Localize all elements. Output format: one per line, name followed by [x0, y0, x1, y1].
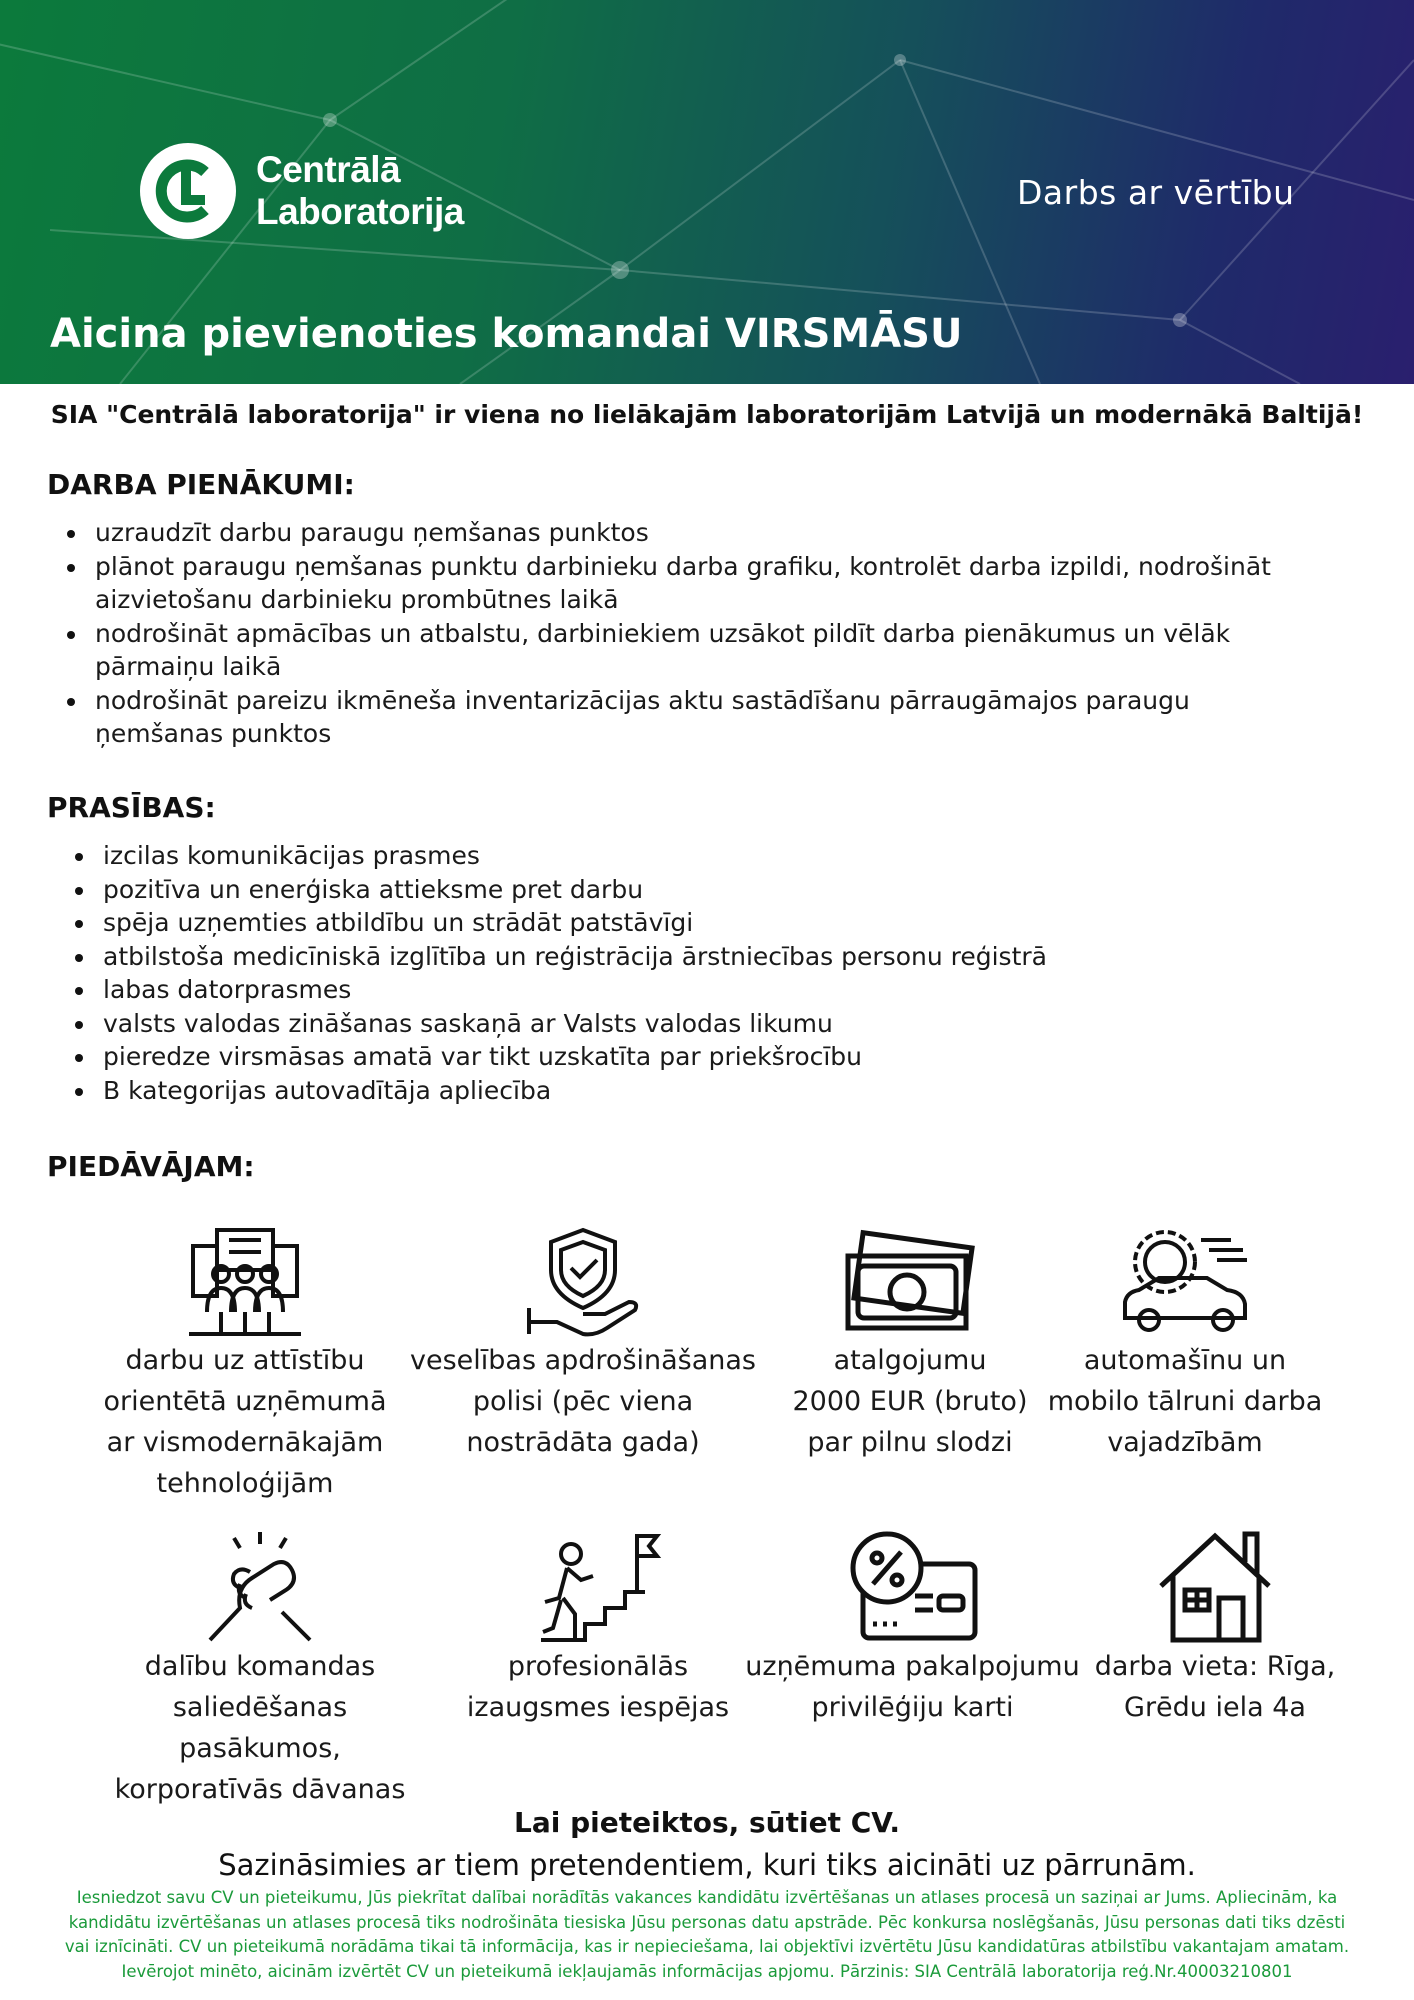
logo-mark-icon: [140, 143, 236, 239]
benefit-item: [95, 1222, 395, 1504]
benefit-line: izaugsmes iespējas: [466, 1692, 730, 1723]
requirements-list: [55, 839, 1305, 1107]
list-item: nodrošināt apmācības un atbalstu, darbiniekiem uzsākot pildīt darba pienākumus un vēlāk pārmaiņu laikā: [47, 617, 1297, 684]
benefit-line: dalību komandas: [144, 1651, 376, 1682]
logo-text: [256, 149, 464, 233]
benefit-line: profesionālās: [507, 1651, 689, 1682]
company-logo: [140, 143, 464, 239]
tagline: Darbs ar vērtību: [1017, 173, 1295, 212]
benefit-line: nostrādāta gada): [466, 1427, 700, 1458]
benefit-line: darba vieta: Rīga,: [1094, 1651, 1336, 1682]
benefit-line: korporatīvās dāvanas: [114, 1774, 406, 1805]
benefit-line: orientētā uzņēmumā: [103, 1386, 387, 1417]
apply-text: Lai pieteiktos, sūtiet CV.: [514, 1806, 900, 1839]
list-item: plānot paraugu ņemšanas punktu darbinieku darba grafiku, kontrolēt darba izpildi, nodrošināt aizvietošanu darbinieku prombūtnes laikā: [47, 550, 1297, 617]
list-item: izcilas komunikācijas prasmes: [55, 839, 1305, 873]
list-item: nodrošināt pareizu ikmēneša inventarizācijas aktu sastādīšanu pārraugāmajos paraugu ņemšanas punktos: [47, 684, 1297, 751]
duties-heading: DARBA PIENĀKUMI:: [47, 468, 355, 501]
benefit-line: vajadzībām: [1107, 1427, 1263, 1458]
benefit-line: mobilo tālruni darba: [1047, 1386, 1323, 1417]
benefit-item: [1035, 1222, 1335, 1463]
car-phone-icon: [1115, 1222, 1255, 1340]
discount-card-icon: [843, 1528, 983, 1646]
benefit-line: 2000 EUR (bruto): [792, 1386, 1028, 1417]
list-item: spēja uzņemties atbildību un strādāt patstāvīgi: [55, 906, 1305, 940]
list-item: uzraudzīt darbu paraugu ņemšanas punktos: [47, 516, 1297, 550]
money-icon: [840, 1222, 980, 1340]
health-insurance-icon: [523, 1222, 643, 1340]
list-item: B kategorijas autovadītāja apliecība: [55, 1074, 1305, 1108]
logo-line-1: Centrālā: [256, 149, 401, 190]
list-item: pozitīva un enerģiska attieksme pret darbu: [55, 873, 1305, 907]
hero-banner: [0, 0, 1414, 384]
contact-text: Sazināsimies ar tiem pretendentiem, kuri tiks aicināti uz pārrunām.: [218, 1848, 1196, 1882]
list-item: pieredze virsmāsas amatā var tikt uzskatīta par priekšrocību: [55, 1040, 1305, 1074]
benefit-line: automašīnu un: [1083, 1345, 1287, 1376]
benefit-line: privilēģiju karti: [811, 1692, 1014, 1723]
page-title: Aicina pievienoties komandai VIRSMĀSU: [50, 311, 963, 357]
intro-text: SIA "Centrālā laboratorija" ir viena no lielākajām laboratorijām Latvijā un modernākā Baltijā!: [50, 400, 1364, 429]
privacy-notice: Iesniedzot savu CV un pieteikumu, Jūs piekrītat dalībai norādītās vakances kandidātu izvērtēšanas un atlases procesā un saziņai ar Jums. Apliecinām, ka kandidātu izvērtēšanas un atlases procesā tiks nodrošināta tiesiska Jūsu personas datu apstrāde. Pēc konkursa noslēgšanās, Jūsu personas dati tiks dzēsti vai iznīcināti. CV un pieteikumā norādāma tikai tā informācija, kas ir nepieciešama, lai objektīvi izvērtētu Jūsu kandidatūras atbilstību vakantajam amatam. Ievērojot minēto, aicinām izvērtēt CV un pieteikumā iekļaujamās informācijas apjomu. Pārzinis: SIA Centrālā laboratorija reģ.Nr.40003210801: [64, 1888, 1350, 1981]
benefit-line: Grēdu iela 4a: [1124, 1692, 1306, 1723]
offer-heading: PIEDĀVĀJAM:: [47, 1150, 255, 1183]
benefit-line: atalgojumu: [833, 1345, 987, 1376]
career-growth-icon: [533, 1528, 663, 1646]
benefit-item: [745, 1528, 1080, 1728]
benefit-line: darbu uz attīstību: [125, 1345, 365, 1376]
requirements-heading: PRASĪBAS:: [47, 791, 216, 824]
house-icon: [1155, 1528, 1275, 1646]
benefit-item: [448, 1528, 748, 1728]
duties-list: [47, 516, 1297, 751]
benefit-item: [408, 1222, 758, 1463]
benefit-line: uzņēmuma pakalpojumu: [745, 1651, 1080, 1682]
benefit-line: polisi (pēc viena: [472, 1386, 694, 1417]
handshake-icon: [200, 1528, 320, 1646]
list-item: valsts valodas zināšanas saskaņā ar Valsts valodas likumu: [55, 1007, 1305, 1041]
benefit-item: [760, 1222, 1060, 1463]
benefit-line: veselības apdrošināšanas: [409, 1345, 757, 1376]
list-item: labas datorprasmes: [55, 973, 1305, 1007]
list-item: atbilstoša medicīniskā izglītība un reģistrācija ārstniecības personu reģistrā: [55, 940, 1305, 974]
team-building-icon: [185, 1222, 305, 1340]
benefit-item: [95, 1528, 425, 1810]
benefit-line: tehnoloģijām: [156, 1468, 334, 1499]
logo-line-2: Laboratorija: [256, 191, 464, 232]
benefit-item: [1065, 1528, 1365, 1728]
benefit-line: saliedēšanas pasākumos,: [172, 1692, 348, 1764]
benefit-line: par pilnu slodzi: [807, 1427, 1013, 1458]
benefit-line: ar vismodernākajām: [106, 1427, 384, 1458]
